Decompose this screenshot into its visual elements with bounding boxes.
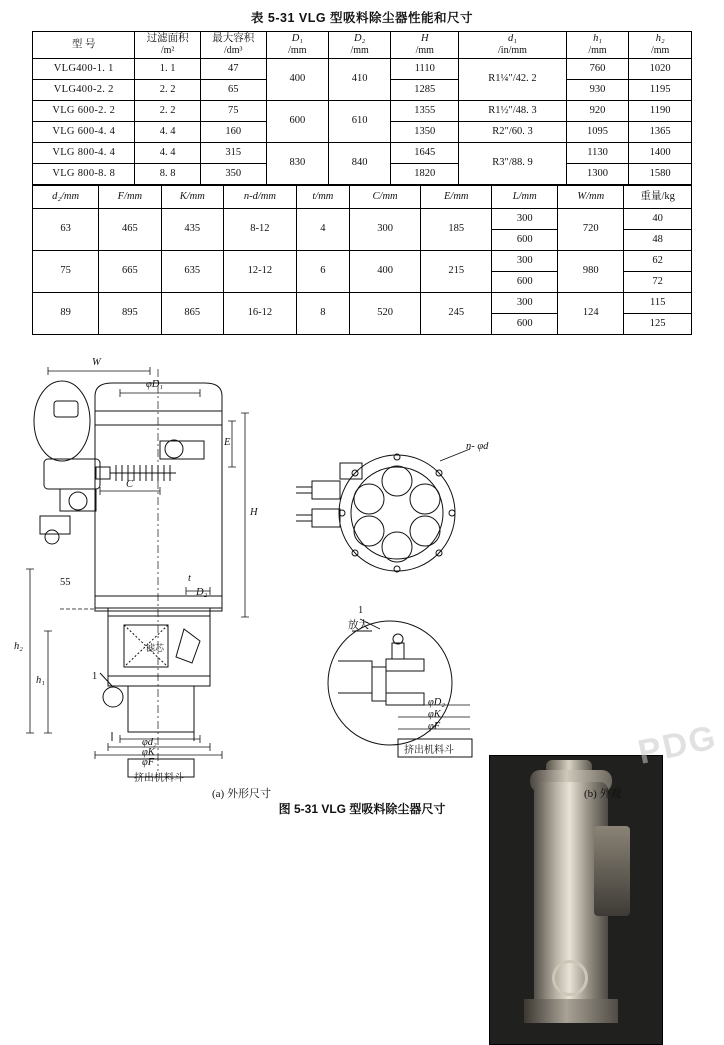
th-volume: 最大容积 /dm³	[200, 32, 266, 59]
label-h1: h₁	[36, 674, 45, 686]
th-area: 过滤面积 /m²	[135, 32, 200, 59]
dimensions-table	[32, 185, 692, 335]
top-view-port-1	[312, 481, 340, 499]
performance-table	[32, 31, 692, 185]
table-row: VLG 800-4. 4 4. 4 315 830 840 1645 R3″/88. 9 1130 1400	[33, 142, 692, 163]
label-one: 1	[92, 670, 98, 682]
valve-wheel	[69, 492, 87, 510]
inlet-port	[165, 440, 183, 458]
detail-flange-bottom	[386, 693, 424, 705]
photo-base	[524, 999, 618, 1023]
subcaption-b: (b) 外观	[584, 787, 622, 800]
table-row: 600 48	[33, 229, 692, 250]
label-phiD2: φD₂	[428, 696, 446, 708]
detail-callout-circle	[103, 687, 123, 707]
dimension-lines	[26, 367, 249, 759]
top-view-nozzles	[296, 487, 312, 521]
th-h: H /mm	[391, 32, 459, 59]
th-d1: D₁ /mm	[266, 32, 328, 59]
top-view-flange	[339, 455, 455, 571]
th-h2: h₂ /mm	[629, 32, 692, 59]
detail-callout-leader	[100, 673, 113, 687]
label-detail-zoom: 放大	[348, 619, 369, 631]
flow-marker	[176, 629, 200, 663]
table-row: 600 72	[33, 271, 692, 292]
th-tmm: t/mm	[296, 185, 349, 208]
product-photo	[489, 755, 663, 1045]
label-hopper-left: 挤出机料斗	[134, 772, 184, 784]
table-row: 63 465 435 8-12 4 300 185 300 720 40	[33, 208, 692, 229]
label-phiF: φF	[142, 756, 155, 768]
th-cmm: C/mm	[349, 185, 420, 208]
th-model: 型 号	[33, 32, 135, 59]
table-row: 600 125	[33, 313, 692, 334]
th-emm: E/mm	[421, 185, 492, 208]
figure-area	[0, 341, 724, 821]
table-row: VLG 600-2. 2 2. 2 75 600 610 1355 R1½″/48. 3 920 1190	[33, 100, 692, 121]
motor-block	[44, 459, 100, 489]
th-weight: 重量/kg	[624, 185, 692, 208]
label-phiD1: φD₁	[146, 378, 164, 390]
label-C: C	[126, 478, 134, 490]
photo-side-assembly	[594, 826, 630, 916]
detail-gasket	[372, 667, 386, 701]
label-W: W	[92, 356, 101, 368]
label-t: t	[188, 572, 191, 584]
table-row: VLG 600-4. 4 4. 4 160 1350 R2″/60. 3 1095 1365	[33, 121, 692, 142]
detail-bolt	[392, 643, 404, 659]
blower-housing	[34, 381, 90, 461]
th-d2mm: d₂/mm	[33, 185, 99, 208]
label-hopper-mid: 挤出机料斗	[404, 744, 454, 756]
label-55: 55	[60, 576, 71, 588]
lid-band	[95, 411, 222, 425]
th-h1: h₁ /mm	[566, 32, 629, 59]
label-phiF2: φF	[428, 720, 441, 732]
table-row: VLG400-1. 1 1. 1 47 400 410 1110 R1¼″/42. 2 760 1020	[33, 58, 692, 79]
label-h2: h₂	[14, 640, 23, 652]
detail-part-left	[338, 661, 372, 693]
table-row: 89 895 865 16-12 8 520 245 300 124 115	[33, 292, 692, 313]
th-fmm: F/mm	[99, 185, 161, 208]
th-d1-in: d₁ /in/mm	[459, 32, 567, 59]
technical-drawing	[0, 341, 724, 821]
th-d2: D₂ /mm	[328, 32, 390, 59]
drain-valve	[45, 530, 59, 544]
blower-port	[54, 401, 78, 417]
discharge-spout	[128, 686, 194, 732]
th-wmm: W/mm	[558, 185, 624, 208]
coupling	[96, 467, 110, 479]
label-E: E	[224, 436, 231, 448]
table-header-row	[33, 185, 692, 208]
table-row: 75 665 635 12-12 6 400 215 300 980 62	[33, 250, 692, 271]
figure-caption: 图 5-31 VLG 型吸料除尘器尺寸	[278, 801, 446, 816]
table-header-row	[33, 32, 692, 59]
control-box	[40, 516, 70, 534]
top-view-bracket	[340, 463, 362, 479]
label-H: H	[250, 506, 258, 518]
table-row: VLG400-2. 2 2. 2 65 1285 930 1195	[33, 79, 692, 100]
top-view-port-2	[312, 509, 340, 527]
label-D2-small: D₂	[196, 586, 208, 598]
subcaption-a: (a) 外形尺寸	[212, 787, 271, 800]
label-phiK: φK	[142, 746, 155, 758]
label-n-phid: n- φd	[466, 440, 489, 452]
photo-knob	[552, 960, 588, 996]
watermark: PDG	[635, 717, 721, 772]
label-phid2: φd₂	[142, 736, 157, 748]
table-row: VLG 800-8. 8 8. 8 350 1820 1300 1580	[33, 163, 692, 184]
table-title: 表 5-31 VLG 型吸料除尘器性能和尺寸	[250, 11, 474, 25]
label-filter-core: 滤芯	[146, 642, 165, 653]
th-kmm: K/mm	[161, 185, 223, 208]
label-phiK2: φK	[428, 708, 441, 720]
th-lmm: L/mm	[492, 185, 558, 208]
label-detail-number: 1	[358, 604, 364, 616]
detail-flange-top	[386, 659, 424, 671]
th-ndmm: n-d/mm	[224, 185, 297, 208]
